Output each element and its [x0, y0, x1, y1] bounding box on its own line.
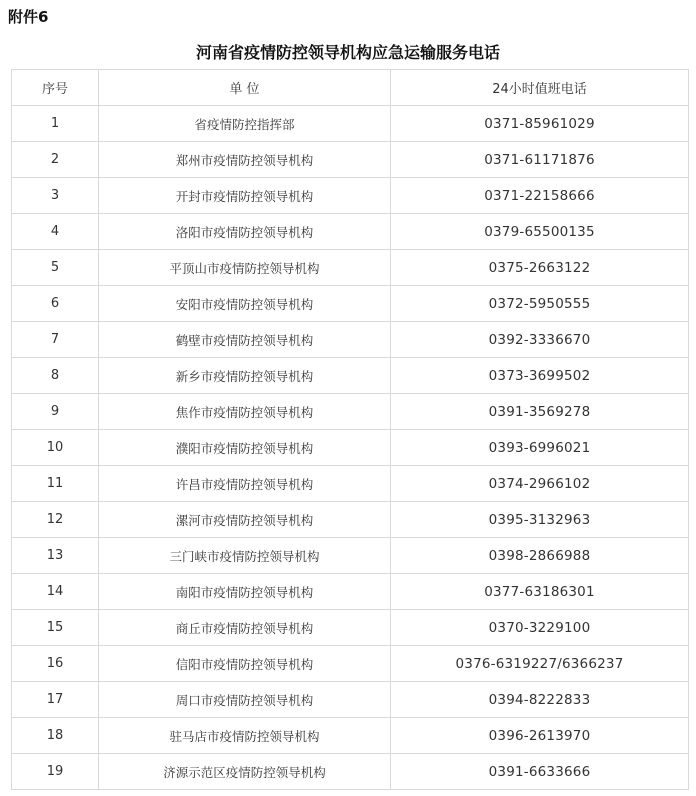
unit-cell: 焦作市疫情防控领导机构	[99, 394, 391, 430]
unit-cell: 郑州市疫情防控领导机构	[99, 142, 391, 178]
unit-cell: 安阳市疫情防控领导机构	[99, 286, 391, 322]
seq-cell: 2	[12, 142, 99, 178]
unit-cell: 许昌市疫情防控领导机构	[99, 466, 391, 502]
phone-cell: 0371-85961029	[391, 106, 689, 142]
seq-cell: 1	[12, 106, 99, 142]
table-body	[12, 106, 689, 790]
phone-cell: 0392-3336670	[391, 322, 689, 358]
unit-cell: 商丘市疫情防控领导机构	[99, 610, 391, 646]
phone-cell: 0395-3132963	[391, 502, 689, 538]
seq-cell: 9	[12, 394, 99, 430]
phone-cell: 0374-2966102	[391, 466, 689, 502]
table-row	[12, 142, 689, 178]
phone-cell: 0393-6996021	[391, 430, 689, 466]
phone-cell: 0391-3569278	[391, 394, 689, 430]
table-row	[12, 682, 689, 718]
seq-cell: 15	[12, 610, 99, 646]
phone-cell: 0371-22158666	[391, 178, 689, 214]
phone-cell: 0371-61171876	[391, 142, 689, 178]
table-row	[12, 646, 689, 682]
table-row	[12, 466, 689, 502]
phone-cell: 0379-65500135	[391, 214, 689, 250]
phone-cell: 0391-6633666	[391, 754, 689, 790]
table-header	[12, 70, 689, 106]
table-row	[12, 754, 689, 790]
phone-cell: 0398-2866988	[391, 538, 689, 574]
unit-cell: 驻马店市疫情防控领导机构	[99, 718, 391, 754]
table-row	[12, 178, 689, 214]
annex-label: 附件6	[8, 8, 49, 26]
seq-cell: 17	[12, 682, 99, 718]
phone-cell: 0394-8222833	[391, 682, 689, 718]
phone-cell: 0372-5950555	[391, 286, 689, 322]
table-row	[12, 502, 689, 538]
seq-cell: 4	[12, 214, 99, 250]
unit-cell: 新乡市疫情防控领导机构	[99, 358, 391, 394]
table-row	[12, 358, 689, 394]
seq-cell: 3	[12, 178, 99, 214]
table-row	[12, 214, 689, 250]
table-row	[12, 106, 689, 142]
table-row	[12, 574, 689, 610]
table-row	[12, 538, 689, 574]
table-row	[12, 610, 689, 646]
unit-cell: 开封市疫情防控领导机构	[99, 178, 391, 214]
unit-cell: 洛阳市疫情防控领导机构	[99, 214, 391, 250]
seq-cell: 18	[12, 718, 99, 754]
seq-cell: 6	[12, 286, 99, 322]
unit-cell: 信阳市疫情防控领导机构	[99, 646, 391, 682]
seq-cell: 14	[12, 574, 99, 610]
seq-cell: 16	[12, 646, 99, 682]
phone-table	[11, 69, 689, 790]
unit-cell: 济源示范区疫情防控领导机构	[99, 754, 391, 790]
column-header-unit: 单 位	[99, 70, 391, 106]
unit-cell: 濮阳市疫情防控领导机构	[99, 430, 391, 466]
phone-cell: 0377-63186301	[391, 574, 689, 610]
unit-cell: 漯河市疫情防控领导机构	[99, 502, 391, 538]
seq-cell: 11	[12, 466, 99, 502]
seq-cell: 7	[12, 322, 99, 358]
unit-cell: 周口市疫情防控领导机构	[99, 682, 391, 718]
table-row	[12, 394, 689, 430]
phone-cell: 0373-3699502	[391, 358, 689, 394]
table-header-row	[12, 70, 689, 106]
phone-cell: 0376-6319227/6366237	[391, 646, 689, 682]
seq-cell: 19	[12, 754, 99, 790]
phone-cell: 0396-2613970	[391, 718, 689, 754]
table-row	[12, 286, 689, 322]
unit-cell: 平顶山市疫情防控领导机构	[99, 250, 391, 286]
column-header-phone: 24小时值班电话	[391, 70, 689, 106]
page-title: 河南省疫情防控领导机构应急运输服务电话	[195, 43, 500, 62]
table-row	[12, 430, 689, 466]
table-row	[12, 718, 689, 754]
seq-cell: 5	[12, 250, 99, 286]
unit-cell: 南阳市疫情防控领导机构	[99, 574, 391, 610]
seq-cell: 12	[12, 502, 99, 538]
table-row	[12, 250, 689, 286]
table-row	[12, 322, 689, 358]
unit-cell: 省疫情防控指挥部	[99, 106, 391, 142]
phone-cell: 0370-3229100	[391, 610, 689, 646]
seq-cell: 13	[12, 538, 99, 574]
unit-cell: 三门峡市疫情防控领导机构	[99, 538, 391, 574]
seq-cell: 10	[12, 430, 99, 466]
unit-cell: 鹤壁市疫情防控领导机构	[99, 322, 391, 358]
phone-cell: 0375-2663122	[391, 250, 689, 286]
column-header-seq: 序号	[12, 70, 99, 106]
seq-cell: 8	[12, 358, 99, 394]
